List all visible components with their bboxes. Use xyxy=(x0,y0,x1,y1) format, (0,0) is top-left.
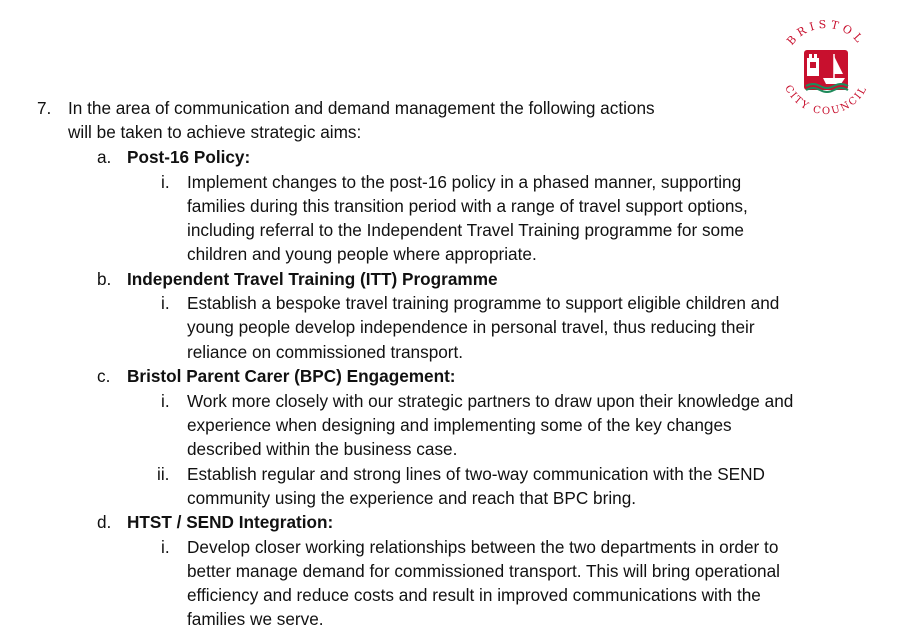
item-number: 7. xyxy=(37,98,52,118)
section-marker: c. xyxy=(97,366,111,386)
point-line: Establish regular and strong lines of two-way communication with the SEND xyxy=(187,464,765,484)
point-marker: i. xyxy=(161,537,170,557)
point-line: Implement changes to the post-16 policy in a phased manner, supporting xyxy=(187,172,742,192)
logo-top-text: BRISTOL xyxy=(784,17,868,48)
point-line: Develop closer working relationships between the two departments in order to xyxy=(187,537,779,557)
point-marker: i. xyxy=(161,172,170,192)
point-line: children and young people where appropriate. xyxy=(187,244,537,264)
section-marker: a. xyxy=(97,147,112,167)
point-marker: i. xyxy=(161,293,170,313)
point-line: Work more closely with our strategic partners to draw upon their knowledge and xyxy=(187,391,794,411)
point-line: described within the business case. xyxy=(187,439,458,459)
intro-line: In the area of communication and demand management the following actions xyxy=(68,98,655,118)
section-marker: d. xyxy=(97,512,112,532)
section-heading: HTST / SEND Integration: xyxy=(127,512,334,532)
point-line: Establish a bespoke travel training programme to support eligible children and xyxy=(187,293,780,313)
point-line: families we serve. xyxy=(187,609,324,629)
point-line: including referral to the Independent Travel Training programme for some xyxy=(187,220,744,240)
point-line: efficiency and reduce costs and result in improved communications with the xyxy=(187,585,761,605)
point-line: families during this transition period with a range of travel support options, xyxy=(187,196,748,216)
logo-bottom-text: CITY COUNCIL xyxy=(782,83,870,118)
point-line: better manage demand for commissioned transport. This will bring operational xyxy=(187,561,780,581)
section-heading: Bristol Parent Carer (BPC) Engagement: xyxy=(127,366,456,386)
point-marker: ii. xyxy=(157,464,170,484)
section-heading: Post-16 Policy: xyxy=(127,147,251,167)
point-marker: i. xyxy=(161,391,170,411)
section-heading: Independent Travel Training (ITT) Programme xyxy=(127,269,498,289)
point-line: experience when designing and implementing some of the key changes xyxy=(187,415,732,435)
point-line: young people develop independence in personal travel, thus reducing their xyxy=(187,317,755,337)
section-marker: b. xyxy=(97,269,112,289)
intro-line: will be taken to achieve strategic aims: xyxy=(68,122,362,142)
point-line: reliance on commissioned transport. xyxy=(187,342,464,362)
point-line: community using the experience and reach that BPC bring. xyxy=(187,488,637,508)
